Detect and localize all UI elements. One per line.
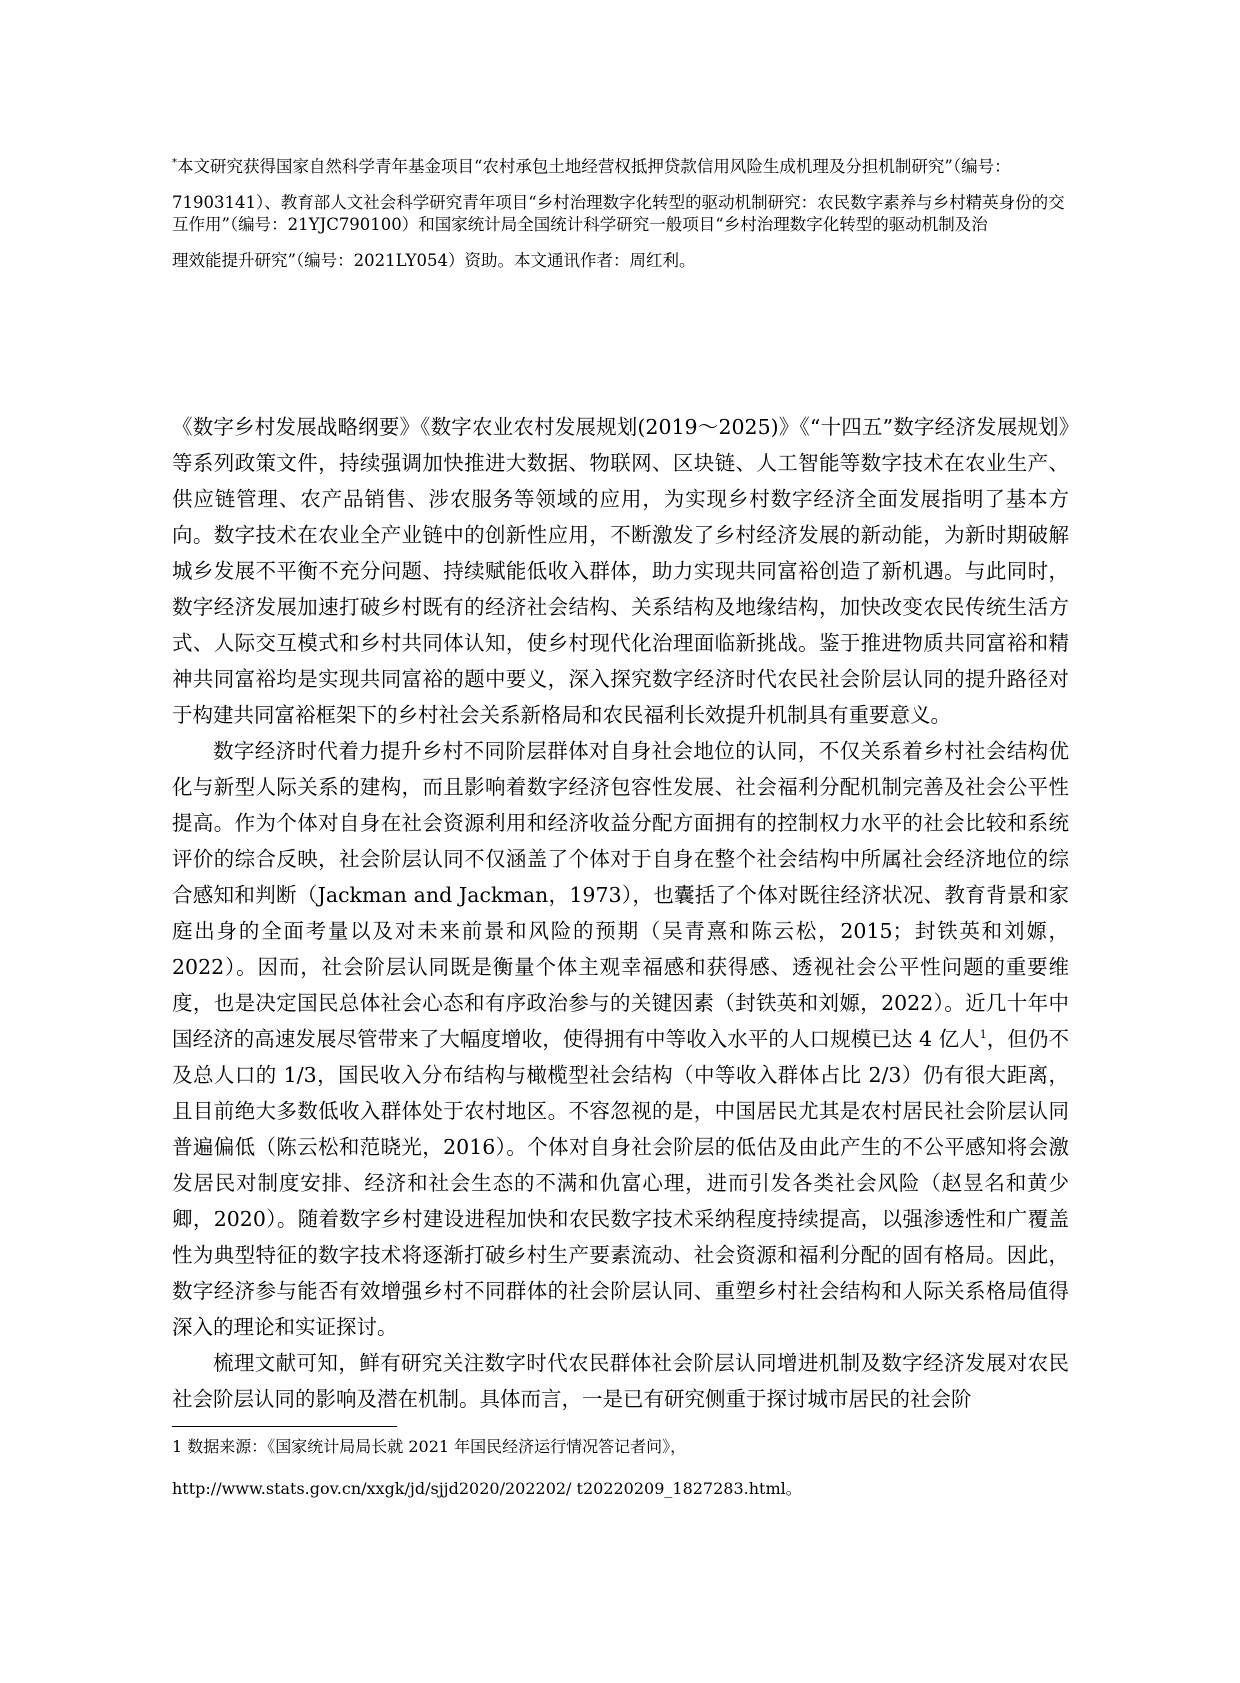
paragraph-2 (172, 733, 1069, 1345)
funding-note-line-3: 理效能提升研究”（编号：2021LY054）资助。本文通讯作者：周红利。 (172, 251, 696, 270)
funding-note-line-1 (172, 156, 1072, 178)
funding-note-line-2: 71903141）、教育部人文社会科学研究青年项目“乡村治理数字化转型的驱动机制研究：农民数字素养与乡村精英身份的交互作用”（编号：21YJC790100）和国家统计局全国统计科学研究一般项目“乡村治理数字化转型的驱动机制及治 (172, 193, 1065, 234)
funding-note (172, 156, 1072, 272)
paragraph-3: 梳理文献可知，鲜有研究关注数字时代农民群体社会阶层认同增进机制及数字经济发展对农民社会阶层认同的影响及潜在机制。具体而言，一是已有研究侧重于探讨城市居民的社会阶 (172, 1351, 1069, 1411)
footnote-reference[interactable]: 1 (979, 1028, 987, 1042)
footnote-divider (172, 1426, 397, 1427)
footnote (172, 1436, 1072, 1520)
funding-note-text-1: 本文研究获得国家自然科学青年基金项目“农村承包土地经营权抵押贷款信用风险生成机理及分担机制研究”（编号： (177, 157, 1011, 176)
footnote-url[interactable]: http://www.stats.gov.cn/xxgk/jd/sjjd2020/202202/ t20220209_1827283.html。 (172, 1479, 802, 1498)
paragraph-2-part-1: 数字经济时代着力提升乡村不同阶层群体对自身社会地位的认同，不仅关系着乡村社会结构优化与新型人际关系的建构，而且影响着数字经济包容性发展、社会福利分配机制完善及社会公平性提高。作为个体对自身在社会资源利用和经济收益分配方面拥有的控制权力水平的社会比较和系统评价的综合反映，社会阶层认同不仅涵盖了个体对于自身在整个社会结构中所属社会经济地位的综合感知和判断（Jackman and Jackman，1973），也囊括了个体对既往经济状况、教育背景和家庭出身的全面考量以及对未来前景和风险的预期（吴青熹和陈云松，2015；封铁英和刘嫄，2022）。因而，社会阶层认同既是衡量个体主观幸福感和获得感、透视社会公平性问题的重要维度，也是决定国民总体社会心态和有序政治参与的关键因素（封铁英和刘嫄，2022）。近几十年中国经济的高速发展尽管带来了大幅度增收，使得拥有中等收入水平的人口规模已达 4 亿人 (172, 739, 1069, 1051)
paragraph-2-part-2: ，但仍不及总人口的 1/3，国民收入分布结构与橄榄型社会结构（中等收入群体占比 2/3）仍有很大距离，且目前绝大多数低收入群体处于农村地区。不容忽视的是，中国居民尤其是农村居民社会阶层认同普遍偏低（陈云松和范晓光，2016）。个体对自身社会阶层的低估及由此产生的不公平感知将会激发居民对制度安排、经济和社会生态的不满和仇富心理，进而引发各类社会风险（赵昱名和黄少卿，2020）。随着数字乡村建设进程加快和农民数字技术采纳程度持续提高，以强渗透性和广覆盖性为典型特征的数字技术将逐渐打破乡村生产要素流动、社会资源和福利分配的固有格局。因此，数字经济参与能否有效增强乡村不同群体的社会阶层认同、重塑乡村社会结构和人际关系格局值得深入的理论和实证探讨。 (172, 1027, 1069, 1339)
paragraph-1: 《数字乡村发展战略纲要》《数字农业农村发展规划(2019～2025)》《“十四五”数字经济发展规划》等系列政策文件，持续强调加快推进大数据、物联网、区块链、人工智能等数字技术在农业生产、供应链管理、农产品销售、涉农服务等领域的应用，为实现乡村数字经济全面发展指明了基本方向。数字技术在农业全产业链中的创新性应用，不断激发了乡村经济发展的新动能，为新时期破解城乡发展不平衡不充分问题、持续赋能低收入群体，助力实现共同富裕创造了新机遇。与此同时，数字经济发展加速打破乡村既有的经济社会结构、关系结构及地缘结构，加快改变农民传统生活方式、人际交互模式和乡村共同体认知，使乡村现代化治理面临新挑战。鉴于推进物质共同富裕和精神共同富裕均是实现共同富裕的题中要义，深入探究数字经济时代农民社会阶层认同的提升路径对于构建共同富裕框架下的乡村社会关系新格局和农民福利长效提升机制具有重要意义。 (172, 415, 1069, 727)
body-text (172, 409, 1069, 1417)
funding-note-marker: * (172, 157, 177, 169)
footnote-line-1: 1 数据来源：《国家统计局局长就 2021 年国民经济运行情况答记者问》， (172, 1437, 687, 1456)
